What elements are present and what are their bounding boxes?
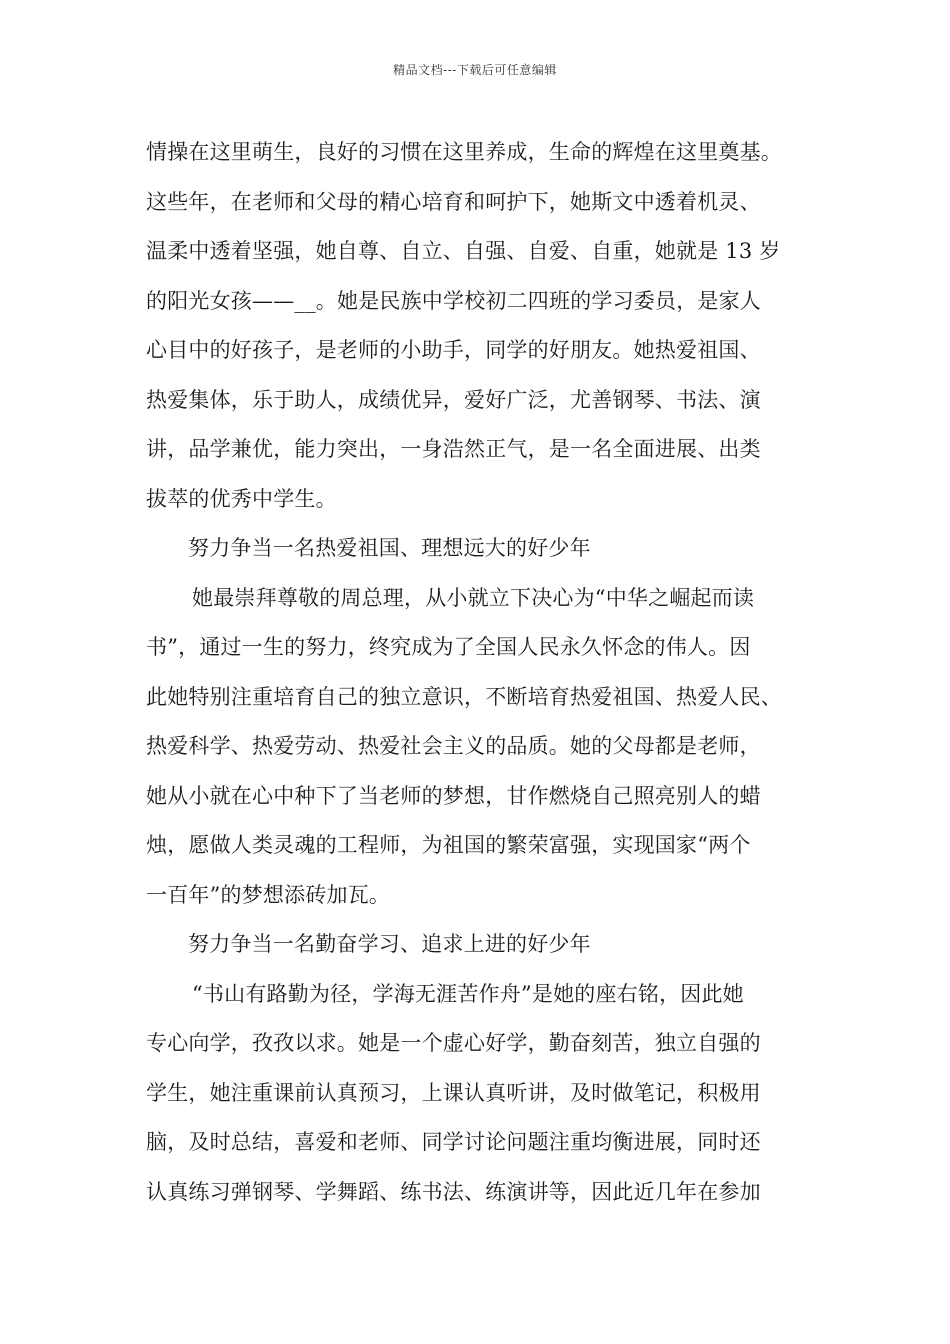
text-line: 一百年”的梦想添砖加瓦。 [146, 882, 391, 907]
text-line: 拔萃的优秀中学生。 [146, 486, 337, 511]
text-line: 她从小就在心中种下了当老师的梦想，甘作燃烧自己照亮别人的蜡 [146, 783, 761, 808]
text-line: 这些年，在老师和父母的精心培育和呵护下，她斯文中透着机灵、 [146, 189, 761, 214]
text-line: 热爱集体，乐于助人，成绩优异，爱好广泛，尤善钢琴、书法、演 [146, 387, 761, 412]
text-line: 的阳光女孩——__。她是民族中学校初二四班的学习委员，是家人 [146, 288, 761, 313]
text-line: 烛，愿做人类灵魂的工程师，为祖国的繁荣富强，实现国家“两个 [146, 833, 751, 857]
text-line: 脑，及时总结，喜爱和老师、同学讨论问题注重均衡进展，同时还 [146, 1130, 761, 1154]
text-line: 情操在这里萌生，良好的习惯在这里养成，生命的辉煌在这里奠基。 [146, 140, 782, 164]
text-line: 温柔中透着坚强，她自尊、自立、自强、自爱、自重，她就是 13 岁 [146, 239, 781, 263]
text-line: 心目中的好孩子，是老师的小助手，同学的好朋友。她热爱祖国、 [146, 338, 761, 362]
text-line: 此她特别注重培育自己的独立意识，不断培育热爱祖国、热爱人民、 [146, 684, 782, 709]
text-line: “书山有路勤为径，学海无涯苦作舟”是她的座右铭，因此她 [192, 981, 744, 1006]
text-line: 书”，通过一生的努力，终究成为了全国人民永久怀念的伟人。因 [146, 635, 751, 659]
page-header: 精品文档---下载后可任意编辑 [393, 63, 557, 77]
body-text [146, 128, 846, 1217]
text-line: 热爱科学、热爱劳动、热爱社会主义的品质。她的父母都是老师， [146, 734, 761, 758]
section-heading: 努力争当一名热爱祖国、理想远大的好少年 [188, 536, 591, 560]
text-line: 专心向学，孜孜以求。她是一个虚心好学，勤奋刻苦，独立自强的 [146, 1031, 761, 1055]
text-line: 讲，品学兼优，能力突出，一身浩然正气，是一名全面进展、出类 [146, 437, 761, 461]
section-heading: 努力争当一名勤奋学习、追求上进的好少年 [188, 932, 591, 956]
text-line: 她最崇拜尊敬的周总理，从小就立下决心为“中华之崛起而读 [192, 585, 755, 610]
text-line: 学生，她注重课前认真预习，上课认真听讲，及时做笔记，积极用 [146, 1080, 761, 1105]
text-line: 认真练习弹钢琴、学舞蹈、练书法、练演讲等，因此近几年在参加 [146, 1179, 761, 1204]
